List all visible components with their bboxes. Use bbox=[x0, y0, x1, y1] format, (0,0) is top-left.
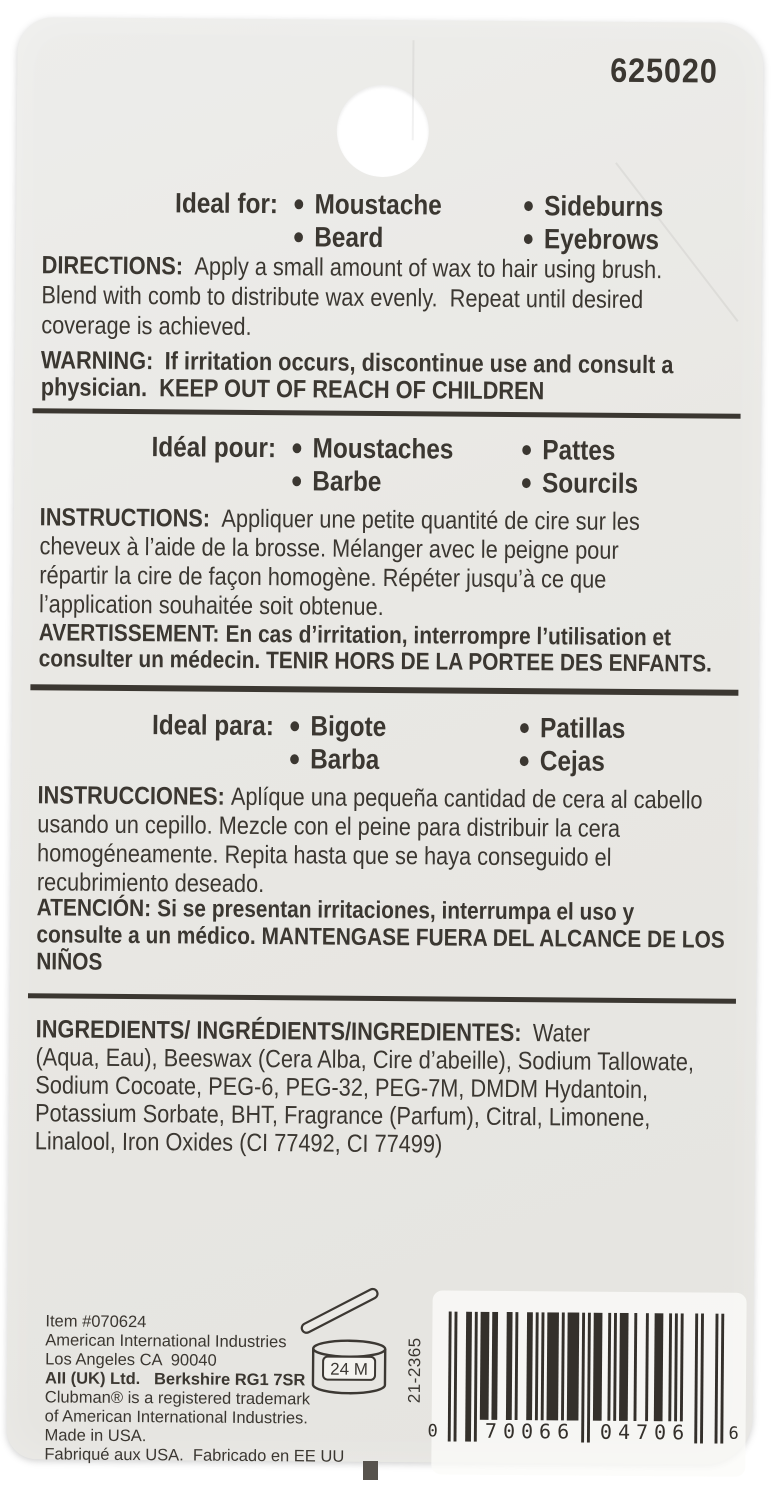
barcode-digit-check: 6 bbox=[728, 1423, 739, 1444]
uk-address: AII (UK) Ltd. Berkshire RG1 7SR bbox=[44, 1369, 306, 1390]
bullet-dot-icon bbox=[522, 445, 531, 455]
section-label: DIRECTIONS: bbox=[41, 251, 184, 281]
section-label: INGREDIENTS/ INGRÉDIENTS/INGREDIENTES: bbox=[35, 1015, 522, 1048]
product-card-back bbox=[6, 17, 763, 1465]
pao-duration: 24 M bbox=[330, 1359, 369, 1379]
bullet-item: Sideburns bbox=[524, 189, 764, 224]
bullet-item: Beard bbox=[294, 220, 507, 255]
instructions-fr-section: INSTRUCTIONS: Appliquer une petite quantité de cire sur les cheveux à l’aide de la brosse. Mélanger avec le peigne pour répartir la cire de façon homogène. Répéter jusqu’à ce que l’application souhaitée soit obtenue. bbox=[38, 503, 640, 621]
section-label: ATENCIÓN: bbox=[36, 894, 152, 923]
bullet-dot-icon bbox=[520, 723, 529, 733]
trademark-note: of American International Industries. bbox=[44, 1407, 308, 1428]
bullet-dot-icon bbox=[294, 232, 303, 242]
company-name: American International Industries bbox=[45, 1331, 287, 1352]
made-in: Made in USA. bbox=[44, 1426, 147, 1446]
atencion-section: ATENCIÓN: Si se presentan irritaciones, interrumpa el uso y consulte a un médico. MANTENGASE FUERA DEL ALCANCE DE LOS NIÑOS bbox=[36, 894, 725, 976]
section-label: Idéal pour: bbox=[151, 431, 277, 464]
bullet-item: Moustache bbox=[294, 187, 507, 222]
hang-hole bbox=[336, 85, 429, 178]
divider bbox=[33, 408, 741, 419]
section-label: Ideal para: bbox=[151, 709, 275, 742]
bullet-item: Cejas bbox=[520, 744, 760, 779]
section-label: INSTRUCCIONES: bbox=[37, 781, 225, 811]
bullet-item: Barba bbox=[290, 742, 503, 777]
company-city: Los Angeles CA 90040 bbox=[45, 1350, 217, 1370]
bullet-dot-icon bbox=[522, 478, 531, 488]
bullet-dot-icon bbox=[524, 201, 533, 211]
warning-section: WARNING: If irritation occurs, discontinue use and consult a physician. KEEP OUT OF REACH OF CHILDREN bbox=[40, 346, 674, 406]
barcode-digits-left: 70066 bbox=[484, 1418, 576, 1444]
bullet-dot-icon bbox=[294, 199, 303, 209]
bullet-dot-icon bbox=[524, 234, 533, 244]
avertissement-section: AVERTISSEMENT: En cas d’irritation, interrompre l’utilisation et consulter un médecin. TENIR HORS DE LA PORTEE DES ENFANTS. bbox=[38, 619, 713, 678]
ideal-for-section-en bbox=[42, 185, 765, 257]
registration-mark bbox=[363, 1461, 378, 1480]
jar-lid-icon bbox=[300, 1287, 379, 1334]
section-label: INSTRUCTIONS: bbox=[39, 503, 211, 533]
bullet-item: Bigote bbox=[290, 709, 503, 744]
barcode-digits-right: 04706 bbox=[599, 1419, 691, 1445]
print-code: 21-2365 bbox=[404, 1337, 425, 1404]
bullet-item: Eyebrows bbox=[524, 222, 764, 257]
bullet-dot-icon bbox=[290, 721, 299, 731]
section-label: AVERTISSEMENT: bbox=[38, 619, 220, 648]
ideal-for-section-fr bbox=[40, 429, 763, 501]
section-label: WARNING: bbox=[40, 346, 154, 376]
directions-section: DIRECTIONS: Apply a small amount of wax to hair using brush. Blend with comb to distribute wax evenly. Repeat until desired coverage is achieved. bbox=[41, 251, 663, 341]
divider bbox=[28, 993, 736, 1004]
open-jar-icon bbox=[297, 1281, 398, 1400]
ideal-for-section-es bbox=[38, 707, 761, 779]
bullet-dot-icon bbox=[290, 754, 299, 764]
section-label: Ideal for: bbox=[175, 187, 279, 220]
bullet-dot-icon bbox=[293, 443, 302, 453]
bullet-item: Sourcils bbox=[522, 466, 762, 501]
ingredients-section: INGREDIENTS/ INGRÉDIENTS/INGREDIENTES: Water (Aqua, Eau), Beeswax (Cera Alba, Cire d’abeille), Sodium Tallowate, Sodium Cocoate, PEG-6, PEG-32, PEG-7M, DMDM Hydantoin, Potassium Sorbate, BHT, Fragrance (Parfum), Citral, Limonene, Linalool, Iron Oxides (CI 77492, CI 77499) bbox=[34, 1015, 695, 1159]
bullet-item: Pattes bbox=[522, 433, 762, 468]
bullet-dot-icon bbox=[292, 476, 301, 486]
bullet-item: Moustaches bbox=[292, 431, 505, 466]
barcode-digit-number-system: 0 bbox=[427, 1421, 438, 1442]
instrucciones-section: INSTRUCCIONES: Aplíque una pequeña cantidad de cera al cabello usando un cepillo. Mezcle con el peine para distribuir la cera homogéneamente. Repita hasta que se haya conseguido el recubrimiento deseado. bbox=[36, 781, 703, 899]
item-number: Item #070624 bbox=[45, 1312, 147, 1332]
divider bbox=[30, 684, 738, 696]
bullet-item: Patillas bbox=[520, 711, 760, 746]
trademark-note: Clubman® is a registered trademark bbox=[44, 1388, 311, 1409]
bullet-dot-icon bbox=[520, 756, 529, 766]
barcode bbox=[427, 1312, 739, 1464]
bullet-item: Barbe bbox=[292, 464, 505, 499]
item-code: 625020 bbox=[609, 51, 718, 91]
made-in-fr-es: Fabriqué aux USA. Fabricado en EE UU bbox=[44, 1445, 345, 1466]
